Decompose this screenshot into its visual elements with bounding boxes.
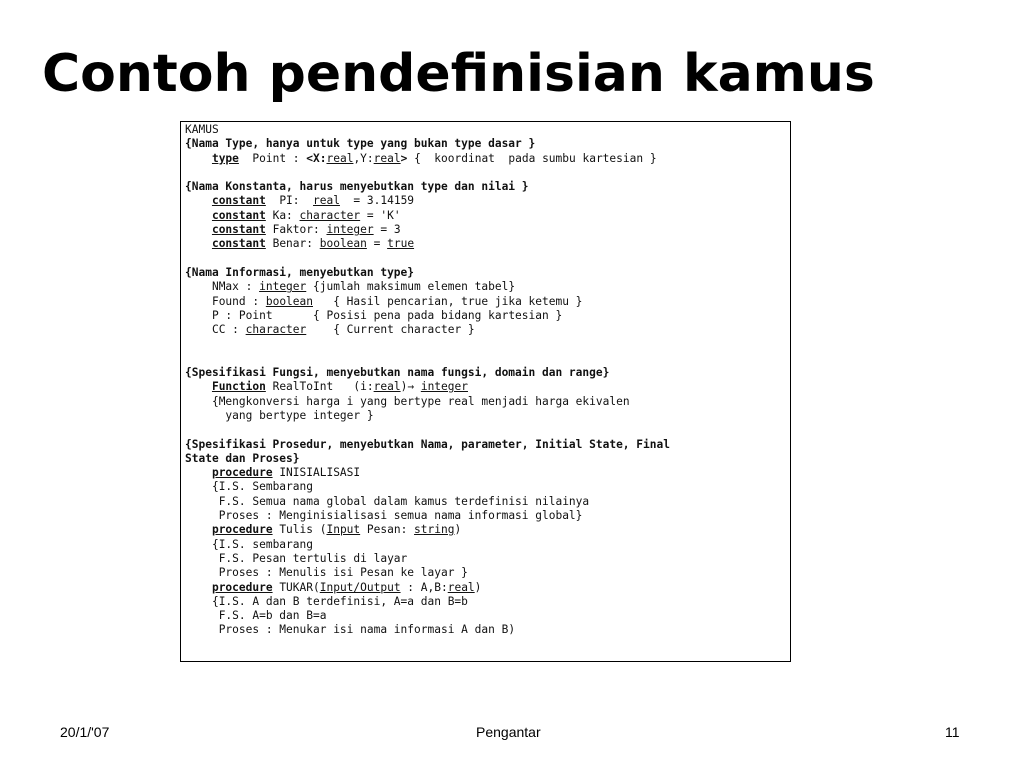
- code-line-type-comment: {Nama Type, hanya untuk type yang bukan type dasar }: [185, 137, 536, 151]
- code-line-type-point: type Point : <X:real,Y:real> { koordinat pada sumbu kartesian }: [211, 151, 657, 165]
- code-line-found: Found : boolean { Hasil pencarian, true jika ketemu }: [211, 294, 583, 308]
- code-line-function-desc-1: {Mengkonversi harga i yang bertype real menjadi harga ekivalen: [211, 394, 630, 408]
- code-line-tukar-is: {I.S. A dan B terdefinisi, A=a dan B=b: [211, 594, 468, 608]
- code-line-fungsi-comment: {Spesifikasi Fungsi, menyebutkan nama fungsi, domain dan range}: [185, 366, 610, 380]
- code-blank-line: [185, 423, 790, 437]
- code-line-constant-faktor: constant Faktor: integer = 3: [211, 223, 401, 237]
- code-blank-line: [185, 337, 790, 351]
- code-line-prosedur-comment-1: {Spesifikasi Prosedur, menyebutkan Nama, parameter, Initial State, Final: [185, 437, 670, 451]
- code-line-tulis-fs: F.S. Pesan tertulis di layar: [211, 551, 408, 565]
- code-line-cc: CC : character { Current character }: [211, 323, 475, 337]
- code-line-inisialisasi-proses: Proses : Menginisialisasi semua nama informasi global}: [211, 509, 583, 523]
- code-line-procedure-inisialisasi: procedure INISIALISASI: [211, 466, 361, 480]
- code-line-constant-benar: constant Benar: boolean = true: [211, 237, 415, 251]
- code-line-function-desc-2: yang bertype integer }: [211, 408, 374, 422]
- code-line-prosedur-comment-2: State dan Proses}: [185, 451, 300, 465]
- code-line-constant-pi: constant PI: real = 3.14159: [211, 194, 415, 208]
- code-line-constant-comment: {Nama Konstanta, harus menyebutkan type dan nilai }: [185, 180, 529, 194]
- code-blank-line: [185, 352, 790, 366]
- footer-date: 20/1/'07: [60, 724, 110, 740]
- arrow-right-icon: →: [407, 380, 415, 394]
- footer-title: Pengantar: [476, 724, 541, 740]
- code-line-constant-ka: constant Ka: character = 'K': [211, 208, 401, 222]
- slide-title: Contoh pendefinisian kamus: [42, 44, 875, 104]
- code-blank-line: [185, 252, 790, 266]
- kamus-code-box: [180, 121, 791, 662]
- code-line-inisialisasi-fs: F.S. Semua nama global dalam kamus terdefinisi nilainya: [211, 494, 590, 508]
- footer-page-number: 11: [945, 724, 960, 740]
- code-line-p-point: P : Point { Posisi pena pada bidang kartesian }: [211, 308, 563, 322]
- code-line-kamus: KAMUS: [185, 123, 219, 136]
- code-line-procedure-tulis: procedure Tulis (Input Pesan: string): [211, 523, 462, 537]
- code-blank-line: [185, 166, 790, 180]
- code-line-tulis-is: {I.S. sembarang: [211, 537, 313, 551]
- code-line-inisialisasi-is: {I.S. Sembarang: [211, 480, 313, 494]
- code-line-tukar-proses: Proses : Menukar isi nama informasi A dan B): [211, 623, 516, 637]
- code-line-informasi-comment: {Nama Informasi, menyebutkan type}: [185, 265, 415, 279]
- code-line-nmax: NMax : integer {jumlah maksimum elemen tabel}: [211, 280, 516, 294]
- code-line-function-realtoint: Function RealToInt (i:real)→ integer: [211, 380, 468, 394]
- code-line-procedure-tukar: procedure TUKAR(Input/Output : A,B:real): [211, 580, 482, 594]
- code-line-tukar-fs: F.S. A=b dan B=a: [211, 609, 327, 623]
- code-line-tulis-proses: Proses : Menulis isi Pesan ke layar }: [211, 566, 468, 580]
